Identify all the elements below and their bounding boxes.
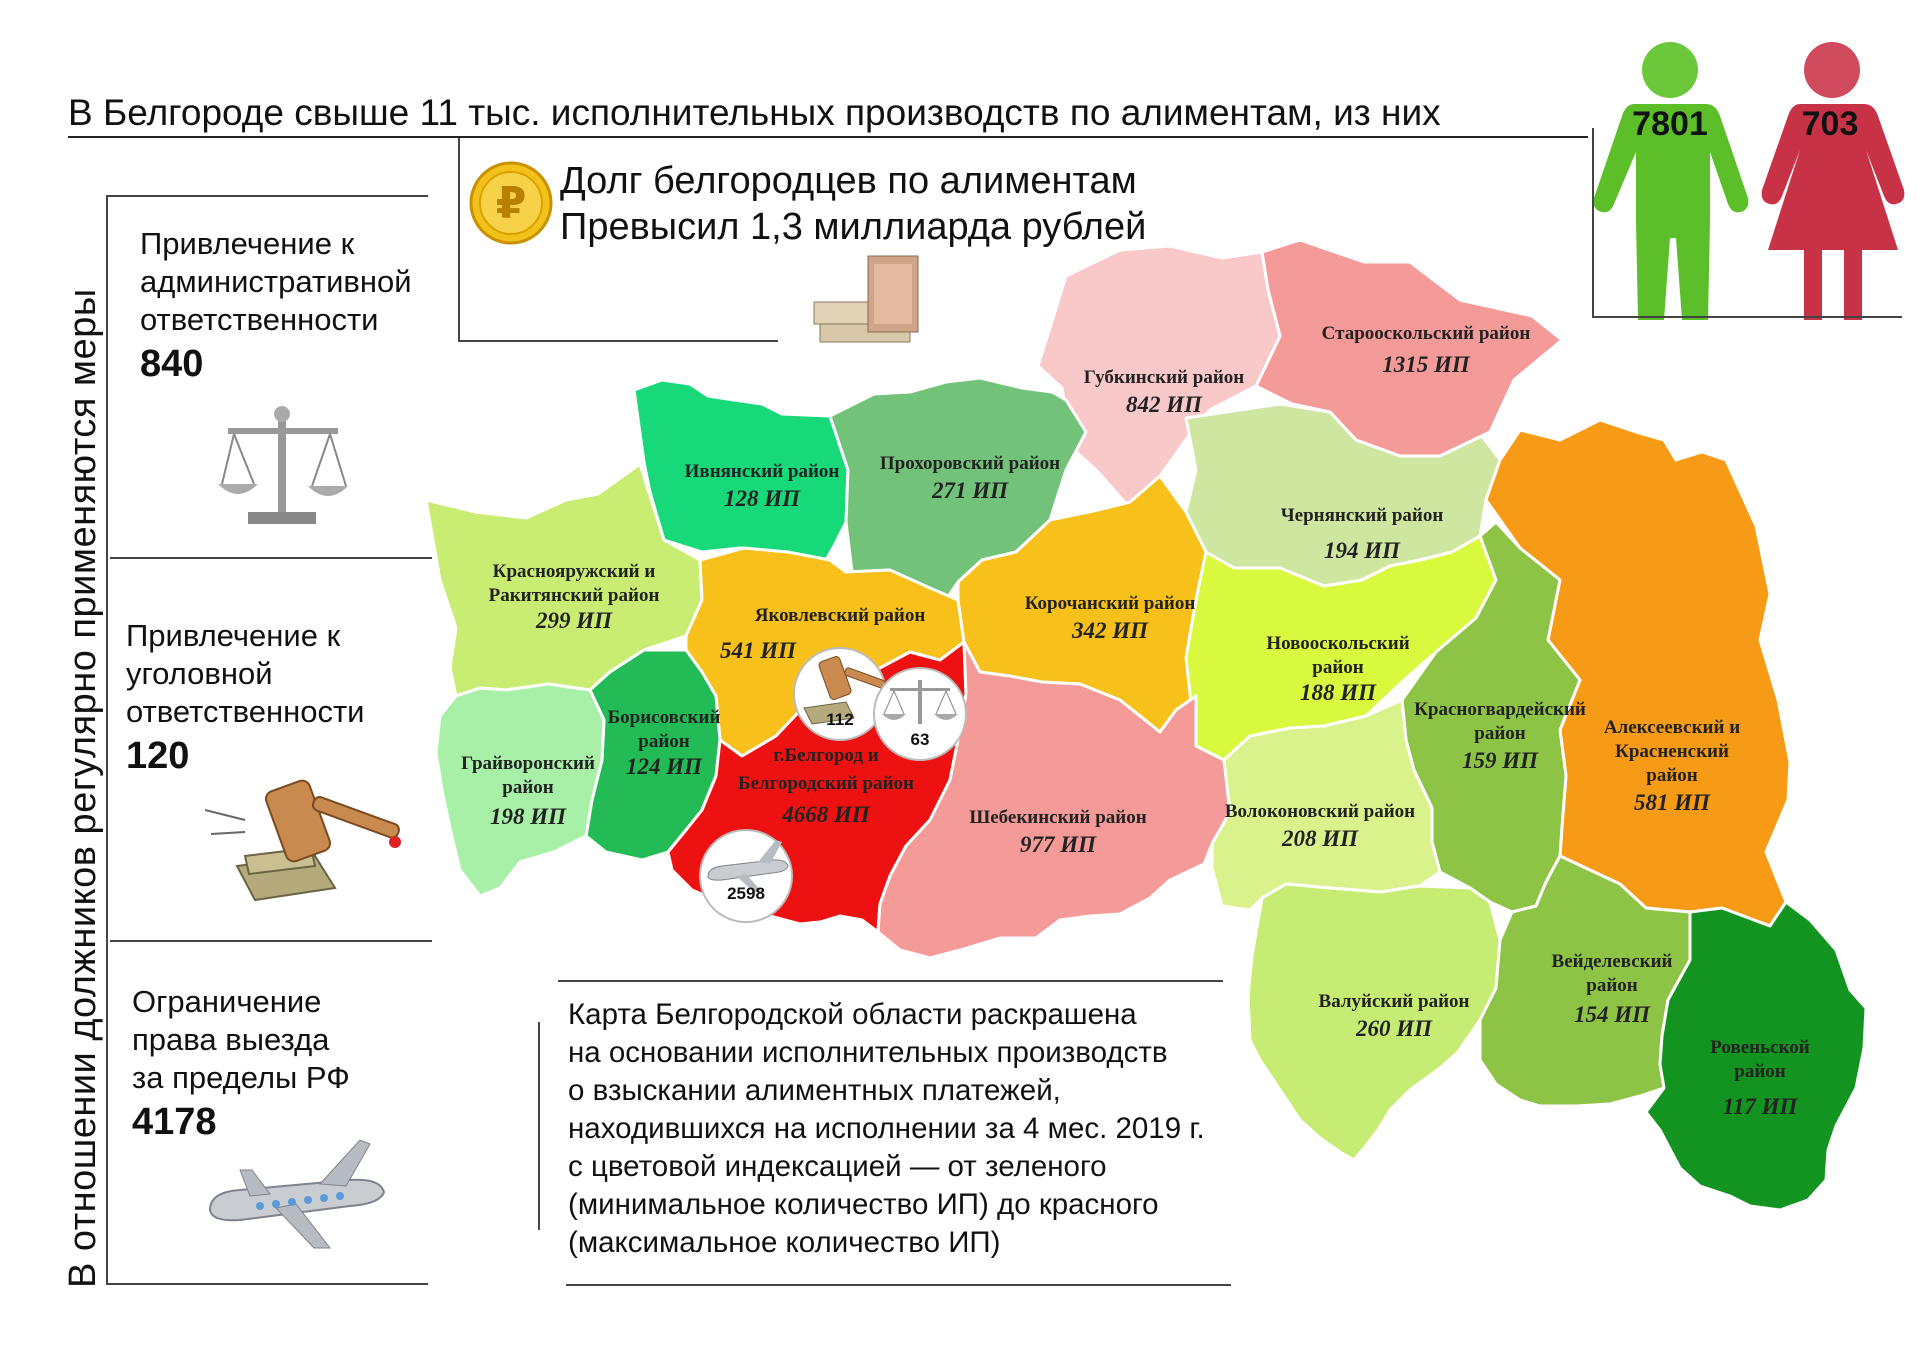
measure-label-line: уголовной	[126, 656, 273, 691]
note-rule-bottom	[566, 1284, 1231, 1286]
region-count: 977 ИП	[1019, 832, 1097, 857]
measure-label-line: Привлечение к	[140, 226, 355, 261]
svg-text:₽: ₽	[495, 178, 527, 229]
badge-value: 112	[826, 710, 854, 729]
measure-label-line: ответственности	[140, 302, 379, 337]
debt-line-2: Превысил 1,3 миллиарда рублей	[560, 206, 1147, 248]
region-label-novy-oskol	[1266, 632, 1481, 706]
note-line: находившихся на исполнении за 4 мес. 2019 г.	[568, 1112, 1205, 1145]
region-name: район	[1586, 975, 1638, 996]
region-count: 4668 ИП	[782, 802, 870, 827]
note-line: (максимальное количество ИП)	[568, 1226, 1001, 1259]
region-name: Корочанский район	[1024, 593, 1196, 614]
region-name: Грайворонский	[461, 753, 595, 774]
region-count: 581 ИП	[1633, 790, 1711, 815]
region-count: 1315 ИП	[1382, 352, 1470, 377]
region-name: Красненский	[1615, 741, 1729, 762]
region-name: г.Белгород и	[773, 745, 879, 766]
region-count: 154 ИП	[1573, 1002, 1651, 1027]
region-count: 198 ИП	[489, 804, 567, 829]
region-label-prokhorovka	[879, 452, 1150, 504]
women-count: 703	[1801, 105, 1859, 143]
region-name: Новооскольский	[1266, 633, 1410, 654]
measure-label-line: ответственности	[126, 694, 365, 729]
region-name: Валуйский район	[1318, 991, 1470, 1012]
region-name: район	[1474, 723, 1526, 744]
region-label-valuyki	[1318, 990, 1545, 1042]
region-label-gubkin	[1083, 366, 1324, 418]
region-name: район	[502, 777, 554, 798]
region-name: Волоконовский район	[1224, 801, 1416, 822]
note-rule-top	[558, 980, 1223, 982]
headline: В Белгороде свыше 11 тыс. исполнительных производств по алиментам, из них	[68, 92, 1588, 138]
region-label-shebekino	[969, 806, 1235, 858]
region-count: 342 ИП	[1071, 618, 1149, 643]
badge-airplane	[696, 826, 796, 926]
note-line: Карта Белгородской области раскрашена	[568, 998, 1137, 1031]
region-name: Белгородский район	[738, 773, 914, 794]
region-name: район	[1734, 1061, 1786, 1082]
region-name: Ровеньской	[1710, 1037, 1810, 1058]
region-count: 271 ИП	[931, 478, 1009, 503]
region-name: Ракитянский район	[488, 585, 660, 606]
region-label-volokonovka	[1224, 800, 1510, 852]
measure-value: 120	[126, 735, 190, 777]
note-frame-left	[538, 1022, 540, 1230]
map-note	[568, 996, 1205, 1262]
region-name: Краснояружский и	[492, 561, 656, 582]
region-name: Вейделевский	[1551, 951, 1673, 972]
region-label-chernyanka	[1280, 504, 1525, 564]
region-label-yakovlevo	[754, 604, 1011, 628]
note-line: о взыскании алиментных платежей,	[568, 1074, 1061, 1107]
region-name: Прохоровский район	[879, 453, 1061, 474]
region-name: Чернянский район	[1280, 505, 1444, 526]
region-count: 299 ИП	[535, 608, 613, 633]
region-name: Старооскольский район	[1321, 323, 1531, 344]
badge-value: 2598	[727, 884, 765, 903]
region-name: Ивнянский район	[684, 461, 840, 482]
region-count: 208 ИП	[1281, 826, 1359, 851]
region-label-veydelevka	[1551, 950, 1733, 1028]
region-name: район	[638, 731, 690, 752]
region-label-korocha	[1024, 592, 1281, 644]
debt-line-1: Долг белгородцев по алиментам	[560, 160, 1137, 202]
measures-caption: В отношении должников регулярно применяются меры	[62, 288, 104, 1288]
region-name: Красногвардейский	[1414, 699, 1586, 720]
region-label-stary-oskol	[1321, 322, 1635, 378]
region-name: район	[1646, 765, 1698, 786]
region-count: 842 ИП	[1125, 392, 1203, 417]
region-count: 128 ИП	[723, 486, 801, 511]
measure-label-line: права выезда	[132, 1022, 330, 1057]
measure-value: 4178	[132, 1101, 217, 1143]
men-count: 7801	[1632, 105, 1708, 143]
region-label-krasnogvardeysky	[1414, 698, 1672, 774]
region-label-borisovka	[607, 706, 777, 780]
region-count: 159 ИП	[1461, 748, 1539, 773]
region-label-rovenki	[1710, 1036, 1859, 1120]
measure-label-line: Ограничение	[132, 984, 322, 1019]
badge-value: 63	[910, 730, 930, 749]
measure-value: 840	[140, 343, 204, 385]
region-label-alekseevka	[1603, 716, 1808, 816]
measure-label-line: административной	[140, 264, 412, 299]
measure-label-line: за пределы РФ	[132, 1060, 350, 1095]
note-line: с цветовой индексацией — от зеленого	[568, 1150, 1107, 1183]
region-label-krasnaya-yaruga	[488, 560, 745, 634]
region-name: Шебекинский район	[969, 807, 1147, 828]
measure-label-line: Привлечение к	[126, 618, 341, 653]
region-name: Алексеевский и	[1603, 717, 1741, 738]
region-name: Губкинский район	[1083, 367, 1245, 388]
region-name: район	[1312, 657, 1364, 678]
region-label-graivoron	[461, 752, 662, 830]
region-count: 124 ИП	[625, 754, 703, 779]
note-line: на основании исполнительных производств	[568, 1036, 1168, 1069]
region-name: Борисовский	[607, 707, 721, 728]
region-count: 194 ИП	[1323, 538, 1401, 563]
region-count: 117 ИП	[1722, 1094, 1798, 1119]
region-count: 188 ИП	[1299, 680, 1377, 705]
region-name: Яковлевский район	[754, 605, 926, 626]
region-count-yakovlevo: 541 ИП	[720, 638, 797, 663]
region-count: 260 ИП	[1355, 1016, 1433, 1041]
note-line: (минимальное количество ИП) до красного	[568, 1188, 1159, 1221]
